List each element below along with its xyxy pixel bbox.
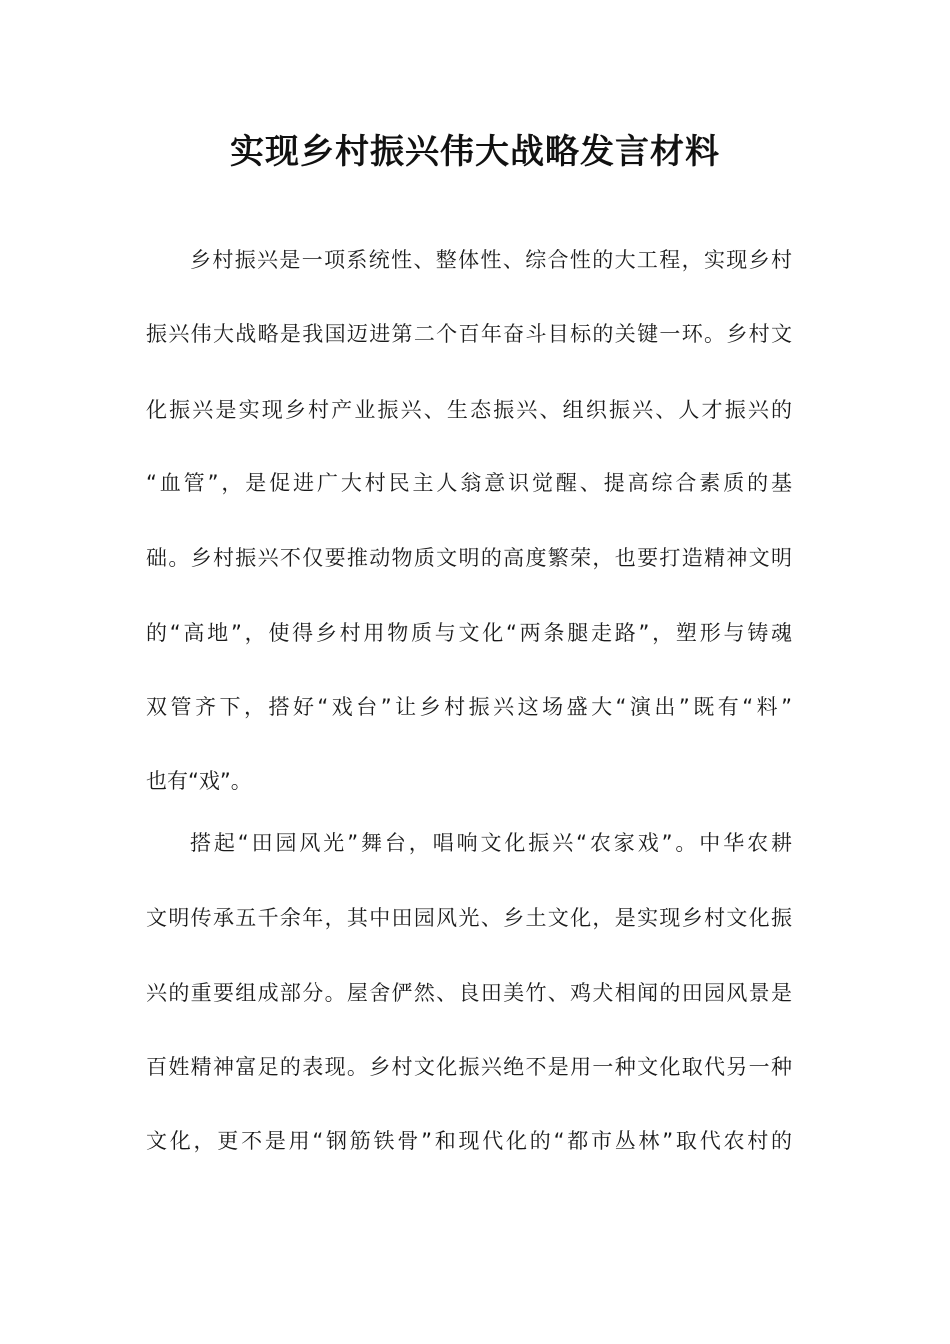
paragraph-line: 文明传承五千余年，其中田园风光、乡土文化，是实现乡村文化振: [146, 906, 792, 930]
paragraph-line: “血管”，是促进广大村民主人翁意识觉醒、提高综合素质的基: [146, 471, 792, 495]
paragraph-line: 双管齐下，搭好“戏台”让乡村振兴这场盛大“演出”既有“料”: [146, 695, 792, 719]
paragraph-line: 乡村振兴是一项系统性、整体性、综合性的大工程，实现乡村: [190, 248, 792, 272]
paragraph-line: 振兴伟大战略是我国迈进第二个百年奋斗目标的关键一环。乡村文: [146, 322, 792, 346]
paragraph-line: 化振兴是实现乡村产业振兴、生态振兴、组织振兴、人才振兴的: [146, 398, 792, 422]
paragraph-line: 搭起“田园风光”舞台，唱响文化振兴“农家戏”。中华农耕: [190, 831, 792, 855]
paragraph-line: 的“高地”，使得乡村用物质与文化“两条腿走路”，塑形与铸魂: [146, 621, 792, 645]
paragraph-line: 兴的重要组成部分。屋舍俨然、良田美竹、鸡犬相闻的田园风景是: [146, 981, 792, 1005]
paragraph-line: 础。乡村振兴不仅要推动物质文明的高度繁荣，也要打造精神文明: [146, 546, 792, 570]
paragraph-line: 也有“戏”。: [146, 769, 252, 793]
paragraph-line: 文化，更不是用“钢筋铁骨”和现代化的“都市丛林”取代农村的: [146, 1129, 792, 1153]
paragraph-line: 百姓精神富足的表现。乡村文化振兴绝不是用一种文化取代另一种: [146, 1055, 792, 1079]
document-title: 实现乡村振兴伟大战略发言材料: [230, 132, 720, 172]
